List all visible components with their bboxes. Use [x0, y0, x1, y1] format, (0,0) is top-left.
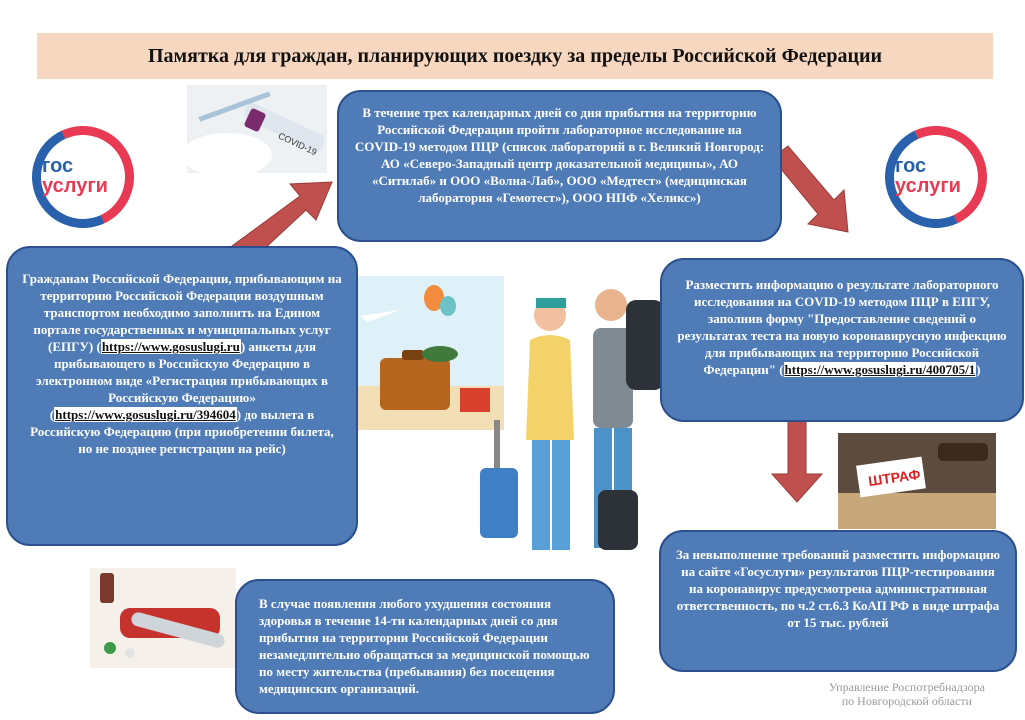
page-title: Памятка для граждан, планирующих поездку за пределы Российской Федерации: [37, 33, 993, 79]
result-form-link[interactable]: https://www.gosuslugi.ru/400705/1: [784, 362, 976, 377]
footer-line1: Управление Роспотребнадзора: [828, 680, 985, 694]
test-tube-icon: [187, 85, 327, 173]
health-advice-box: В случае появления любого ухудшения состояния здоровья в течение 14-ти календарных дней со дня прибытия на территории Российской Федерации незамедлительно обращаться за медицинской помощью по месту жительства (пребывания) без посещения медицинских организаций.: [235, 579, 615, 714]
registration-box: [6, 246, 358, 546]
upload-result-text-2: ): [976, 362, 981, 377]
registration-text-2: ) анкеты для прибывающего в Российскую Федерацию в электронном виде «Регистрация прибывающих в Российскую Федерацию» (: [36, 339, 328, 422]
footer-line2: по Новгородской области: [841, 694, 972, 708]
covid-label: COVID-19: [276, 130, 319, 158]
upload-result-text-1: Разместить информацию о результате лабораторного исследования на COVID-19 методом ПЦР в ЕПГУ, заполнив форму "Предоставление сведений о результатах теста на новую коронавирусную инфекцию для прибывающих на территорию Российской Федерации" (: [677, 277, 1007, 377]
covid-test-image: [187, 85, 327, 173]
gosuslugi-link[interactable]: https://www.gosuslugi.ru: [101, 339, 240, 354]
thermometer-icon: [90, 568, 236, 668]
fine-warning-box: За невыполнение требований разместить информацию на сайте «Госуслуги» результатов ПЦР-тестирования на коронавирус предусмотрена административная ответственность, по ч.2 ст.6.3 КоАП РФ в виде штрафа от 15 тыс. рублей: [659, 530, 1017, 672]
sickness-image: [90, 568, 236, 668]
logo-line2: услуги: [42, 175, 108, 197]
registration-text-3: ) до вылета в Российскую Федерацию (при приобретении билета, но не позднее регистрации на рейс): [30, 407, 334, 456]
registration-form-link[interactable]: https://www.gosuslugi.ru/394604: [55, 407, 236, 422]
logo-line1: гос: [895, 155, 927, 177]
fine-stamp: ШТРАФ: [867, 465, 922, 490]
upload-result-box: [660, 258, 1024, 422]
gavel-icon: [838, 433, 996, 529]
registration-text-1: Гражданам Российской Федерации, прибывающим на территорию Российской Федерации воздушным транспортом необходимо заполнить на Едином портале государственных и муниципальных услуг (ЕПГУ) (: [22, 271, 342, 354]
travelers-icon: [478, 270, 668, 570]
tourists-illustration: [478, 270, 668, 570]
gosuslugi-logo-right: [885, 126, 987, 228]
arrow-down-right-icon: [772, 146, 848, 232]
arrow-down-icon: [772, 414, 822, 502]
fine-image: [838, 433, 996, 529]
footer-credit: [829, 680, 985, 708]
lab-test-box: В течение трех календарных дней со дня прибытия на территорию Российской Федерации пройти лабораторное исследование на COVID-19 методом ПЦР (список лабораторий в г. Великий Новгород: АО «Северо-Западный центр доказательной медицины», АО «Ситилаб» и ООО «Волна-Лаб», ООО «Медтест» (медицинская лаборатория «Гемотест»), ООО НПФ «Хеликс»): [337, 90, 782, 242]
gosuslugi-logo-left: [32, 126, 134, 228]
logo-line2: услуги: [895, 175, 961, 197]
logo-line1: гос: [42, 155, 74, 177]
